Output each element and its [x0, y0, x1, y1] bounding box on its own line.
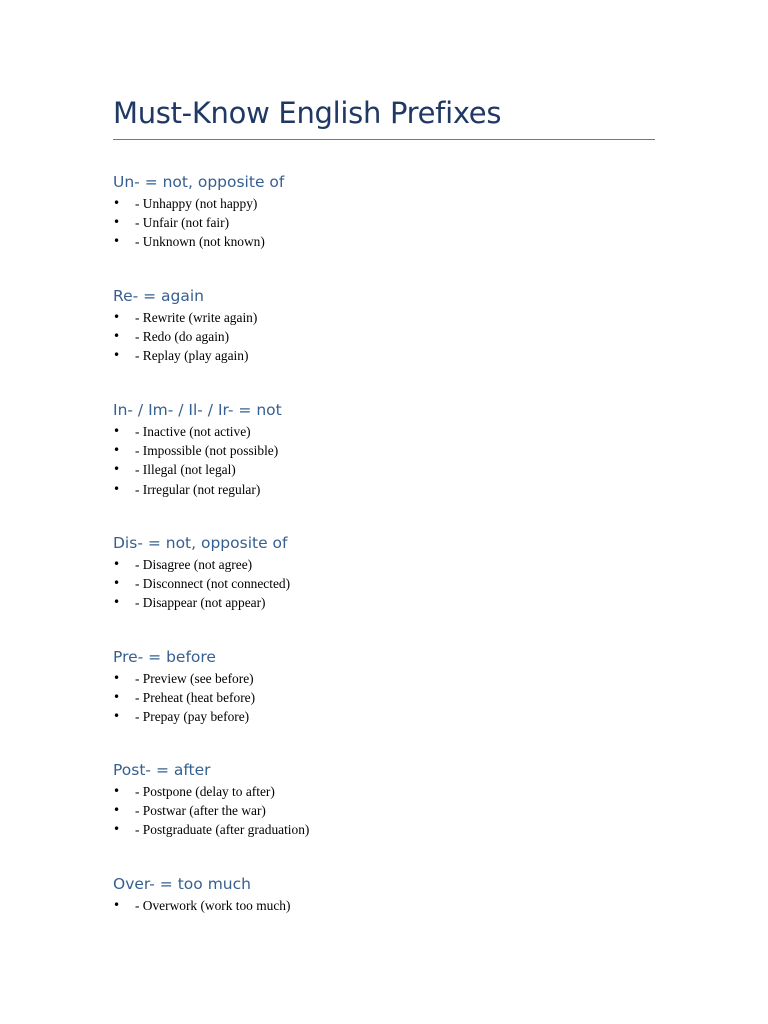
list-item	[113, 308, 258, 327]
list-item-text: - Rewrite (write again)	[135, 310, 258, 325]
list-item	[113, 820, 310, 839]
list-item-text: - Preview (see before)	[135, 671, 254, 686]
bullet-icon: •	[113, 803, 121, 818]
section-heading: In- / Im- / Il- / Ir- = not	[113, 401, 282, 419]
bullet-icon: •	[113, 462, 121, 477]
list-item-text: - Prepay (pay before)	[135, 709, 250, 725]
example-list	[113, 782, 310, 840]
section-heading: Dis- = not, opposite of	[113, 534, 288, 552]
list-item-text: - Illegal (not legal)	[135, 462, 236, 478]
list-item-text: - Unhappy (not happy)	[135, 196, 258, 211]
bullet-icon: •	[113, 595, 121, 610]
section-heading: Pre- = before	[113, 648, 216, 666]
bullet-icon: •	[113, 709, 121, 724]
section-heading: Un- = not, opposite of	[113, 173, 285, 191]
list-item-text: - Disappear (not appear)	[135, 595, 266, 611]
list-item	[113, 232, 284, 251]
list-item	[113, 669, 254, 688]
list-item	[113, 194, 284, 213]
bullet-icon: •	[113, 196, 121, 210]
list-item-text: - Postgraduate (after graduation)	[135, 822, 310, 838]
bullet-icon: •	[113, 690, 121, 705]
bullet-icon: •	[113, 234, 121, 249]
list-item-text: - Disconnect (not connected)	[135, 576, 291, 592]
list-item-text: - Impossible (not possible)	[135, 443, 279, 459]
bullet-icon: •	[113, 443, 121, 458]
example-list	[113, 308, 258, 366]
list-item-text: - Unfair (not fair)	[135, 215, 230, 231]
list-item	[113, 441, 282, 460]
prefix-section-over	[113, 874, 291, 915]
bullet-icon: •	[113, 215, 121, 230]
bullet-icon: •	[113, 310, 121, 324]
list-item	[113, 896, 291, 915]
list-item-text: - Redo (do again)	[135, 329, 230, 345]
page-title: Must-Know English Prefixes	[113, 96, 502, 130]
bullet-icon: •	[113, 784, 121, 798]
list-item-text: - Inactive (not active)	[135, 424, 251, 439]
list-item	[113, 574, 291, 593]
prefix-section-in-im-il-ir	[113, 400, 282, 499]
bullet-icon: •	[113, 671, 121, 685]
bullet-icon: •	[113, 424, 121, 438]
bullet-icon: •	[113, 348, 121, 363]
bullet-icon: •	[113, 898, 121, 912]
example-list	[113, 896, 291, 915]
prefix-section-re	[113, 286, 258, 366]
bullet-icon: •	[113, 822, 121, 837]
list-item-text: - Irregular (not regular)	[135, 481, 261, 497]
bullet-icon: •	[113, 329, 121, 344]
list-item-text: - Overwork (work too much)	[135, 898, 291, 913]
list-item	[113, 707, 250, 726]
list-item	[113, 422, 282, 441]
list-item-text: - Postwar (after the war)	[135, 803, 266, 819]
prefix-section-dis	[113, 533, 291, 613]
bullet-icon: •	[113, 481, 121, 496]
list-item	[113, 346, 249, 365]
list-item	[113, 460, 282, 479]
title-underline-divider	[113, 139, 655, 140]
list-item	[113, 688, 256, 707]
bullet-icon: •	[113, 557, 121, 571]
list-item	[113, 480, 282, 499]
example-list	[113, 422, 282, 499]
list-item-text: - Unknown (not known)	[135, 234, 265, 250]
prefix-section-post	[113, 760, 310, 840]
list-item-text: - Replay (play again)	[135, 348, 249, 364]
section-heading: Re- = again	[113, 287, 205, 305]
prefix-section-pre	[113, 647, 256, 727]
list-item	[113, 801, 266, 820]
list-item-text: - Disagree (not agree)	[135, 557, 253, 572]
prefix-section-un	[113, 172, 284, 252]
list-item	[113, 555, 288, 574]
section-heading: Post- = after	[113, 761, 211, 779]
example-list	[113, 669, 256, 727]
list-item	[113, 327, 230, 346]
list-item	[113, 213, 284, 232]
list-item-text: - Postpone (delay to after)	[135, 784, 275, 799]
list-item	[113, 782, 275, 801]
list-item	[113, 593, 288, 612]
list-item-text: - Preheat (heat before)	[135, 690, 256, 706]
example-list	[113, 194, 284, 252]
example-list	[113, 555, 291, 613]
section-heading: Over- = too much	[113, 875, 251, 893]
bullet-icon: •	[113, 576, 121, 591]
